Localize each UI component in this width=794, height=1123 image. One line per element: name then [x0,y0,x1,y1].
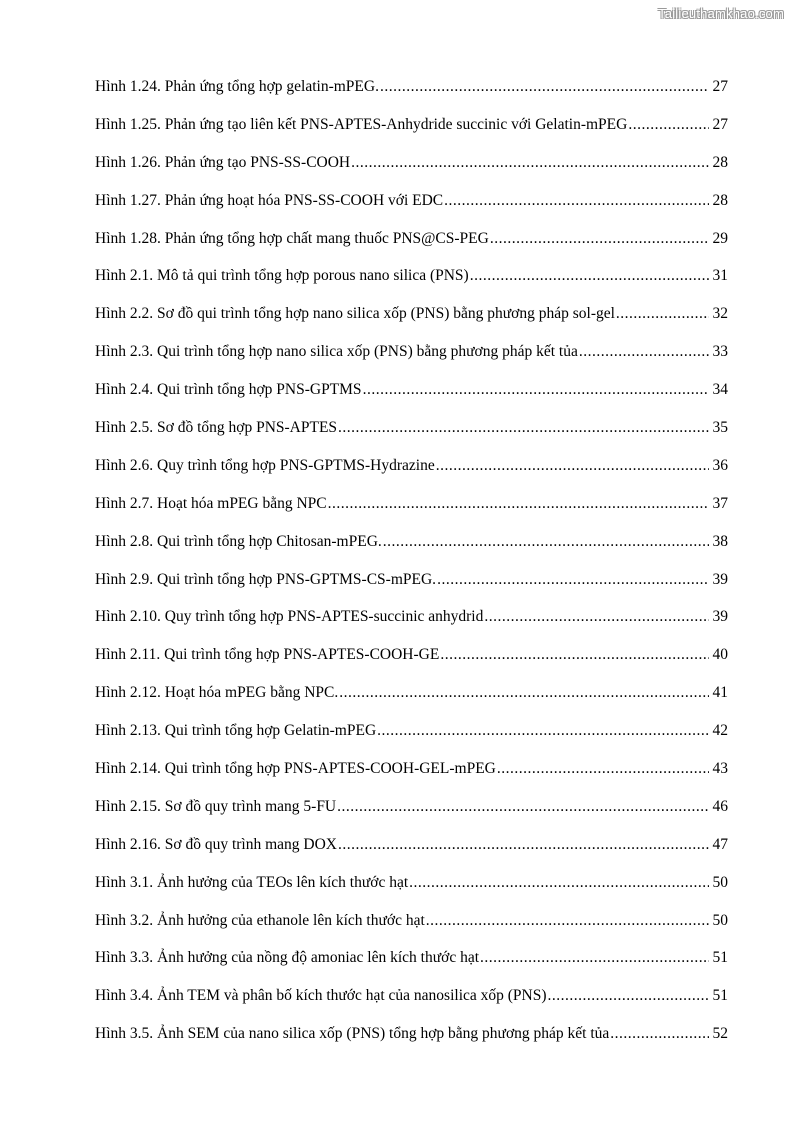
toc-entry[interactable] [95,305,728,343]
toc-entry[interactable] [95,419,728,457]
toc-entry-page-number: 47 [712,835,728,853]
toc-entry-title: Hình 2.13. Qui trình tổng hợp Gelatin-mPEG [95,722,377,740]
toc-dot-leader [363,381,709,399]
toc-entry[interactable] [95,1025,728,1063]
toc-entry-page-number: 36 [712,456,728,474]
toc-dot-leader [490,230,709,248]
toc-dot-leader [409,874,709,892]
toc-entry-page-number: 27 [712,115,728,133]
toc-entry[interactable] [95,571,728,609]
toc-entry[interactable] [95,684,728,722]
toc-entry-title: Hình 3.3. Ảnh hưởng của nồng độ amoniac lên kích thước hạt [95,949,480,967]
toc-dot-leader [426,912,709,930]
toc-entry-title: Hình 2.16. Sơ đồ quy trình mang DOX [95,835,337,853]
toc-entry-page-number: 39 [712,570,728,588]
toc-entry-page-number: 34 [712,381,728,399]
toc-dot-leader [444,192,709,210]
toc-dot-leader [436,457,709,475]
toc-entry[interactable] [95,267,728,305]
toc-entry-page-number: 32 [712,305,728,323]
toc-entry-title: Hình 1.25. Phản ứng tạo liên kết PNS-APTES-Anhydride succinic với Gelatin-mPEG [95,115,628,133]
toc-dot-leader [628,116,709,134]
toc-dot-leader [579,343,709,361]
toc-entry[interactable] [95,230,728,268]
toc-dot-leader [616,305,709,323]
toc-entry[interactable] [95,343,728,381]
toc-entry-page-number: 41 [712,684,728,702]
toc-dot-leader [380,78,709,96]
toc-entry[interactable] [95,646,728,684]
toc-dot-leader [470,267,709,285]
toc-entry-title: Hình 3.5. Ảnh SEM của nano silica xốp (PNS) tổng hợp bằng phương pháp kết tủa [95,1025,610,1043]
toc-dot-leader [351,154,709,172]
toc-entry-page-number: 28 [712,153,728,171]
toc-entry-page-number: 46 [712,797,728,815]
toc-entry[interactable] [95,949,728,987]
toc-entry-title: Hình 2.1. Mô tả qui trình tổng hợp porous nano silica (PNS) [95,267,469,285]
toc-entry-title: Hình 1.24. Phản ứng tổng hợp gelatin-mPEG. [95,78,379,95]
toc-entry-title: Hình 3.1. Ảnh hưởng của TEOs lên kích thước hạt [95,873,409,891]
toc-entry[interactable] [95,457,728,495]
toc-entry-page-number: 38 [712,532,728,550]
toc-entry[interactable] [95,192,728,230]
toc-dot-leader [480,949,709,967]
toc-entry[interactable] [95,495,728,533]
toc-entry-title: Hình 2.11. Qui trình tổng hợp PNS-APTES-COOH-GE [95,646,440,664]
toc-entry-title: Hình 2.9. Qui trình tổng hợp PNS-GPTMS-CS-mPEG. [95,570,437,588]
watermark: Tailieuthamkhao.com [658,6,784,21]
toc-dot-leader [437,571,709,589]
toc-dot-leader [497,760,709,778]
toc-entry[interactable] [95,760,728,798]
toc-entry-title: Hình 1.28. Phản ứng tổng hợp chất mang thuốc PNS@CS-PEG [95,229,489,247]
toc-entry-page-number: 39 [712,608,728,626]
toc-entry[interactable] [95,116,728,154]
toc-dot-leader [377,722,709,740]
toc-entry[interactable] [95,836,728,874]
toc-entry-title: Hình 3.4. Ảnh TEM và phân bố kích thước hạt của nanosilica xốp (PNS) [95,987,547,1005]
toc-entry[interactable] [95,987,728,1025]
toc-entry-title: Hình 3.2. Ảnh hưởng của ethanole lên kích thước hạt [95,911,425,929]
toc-entry[interactable] [95,798,728,836]
toc-entry[interactable] [95,381,728,419]
toc-entry-page-number: 27 [712,78,728,95]
list-of-figures [95,78,728,1063]
toc-entry[interactable] [95,78,728,116]
toc-dot-leader [484,608,709,626]
toc-entry-page-number: 28 [712,191,728,209]
toc-dot-leader [440,646,709,664]
toc-dot-leader [338,419,709,437]
toc-entry-title: Hình 1.26. Phản ứng tạo PNS-SS-COOH [95,153,351,171]
toc-entry-title: Hình 2.6. Quy trình tổng hợp PNS-GPTMS-Hydrazine [95,456,435,474]
toc-entry-page-number: 33 [712,343,728,361]
toc-dot-leader [328,495,709,513]
toc-entry-title: Hình 2.2. Sơ đồ qui trình tổng hợp nano silica xốp (PNS) bằng phương pháp sol-gel [95,305,615,323]
toc-entry-page-number: 43 [712,760,728,778]
toc-entry-title: Hình 2.10. Quy trình tổng hợp PNS-APTES-succinic anhydrid [95,608,484,626]
toc-entry-title: Hình 2.5. Sơ đồ tổng hợp PNS-APTES [95,419,338,437]
toc-dot-leader [548,987,709,1005]
toc-entry-title: Hình 2.15. Sơ đồ quy trình mang 5-FU [95,797,337,815]
toc-entry-title: Hình 2.8. Qui trình tổng hợp Chitosan-mPEG. [95,532,382,550]
toc-entry[interactable] [95,608,728,646]
toc-entry-page-number: 52 [712,1025,728,1043]
toc-dot-leader [337,798,709,816]
toc-entry-title: Hình 2.7. Hoạt hóa mPEG bằng NPC [95,494,327,512]
toc-entry-page-number: 50 [712,911,728,929]
toc-entry-title: Hình 2.14. Qui trình tổng hợp PNS-APTES-COOH-GEL-mPEG [95,760,496,778]
toc-dot-leader [383,533,709,551]
toc-entry-page-number: 31 [712,267,728,285]
toc-dot-leader [339,684,709,702]
toc-entry[interactable] [95,533,728,571]
toc-entry-page-number: 50 [712,873,728,891]
toc-dot-leader [610,1025,709,1043]
toc-entry-page-number: 35 [712,419,728,437]
toc-entry-page-number: 37 [712,494,728,512]
toc-entry-title: Hình 1.27. Phản ứng hoạt hóa PNS-SS-COOH với EDC [95,191,444,209]
toc-entry-page-number: 42 [712,722,728,740]
toc-dot-leader [338,836,709,854]
toc-entry-page-number: 51 [712,949,728,967]
toc-entry[interactable] [95,722,728,760]
toc-entry-title: Hình 2.4. Qui trình tổng hợp PNS-GPTMS [95,381,362,399]
toc-entry[interactable] [95,912,728,950]
toc-entry[interactable] [95,874,728,912]
toc-entry[interactable] [95,154,728,192]
toc-entry-page-number: 40 [712,646,728,664]
toc-entry-title: Hình 2.12. Hoạt hóa mPEG bằng NPC. [95,684,339,702]
toc-entry-title: Hình 2.3. Qui trình tổng hợp nano silica xốp (PNS) bằng phương pháp kết tủa [95,343,578,361]
toc-entry-page-number: 29 [712,229,728,247]
toc-entry-page-number: 51 [712,987,728,1005]
